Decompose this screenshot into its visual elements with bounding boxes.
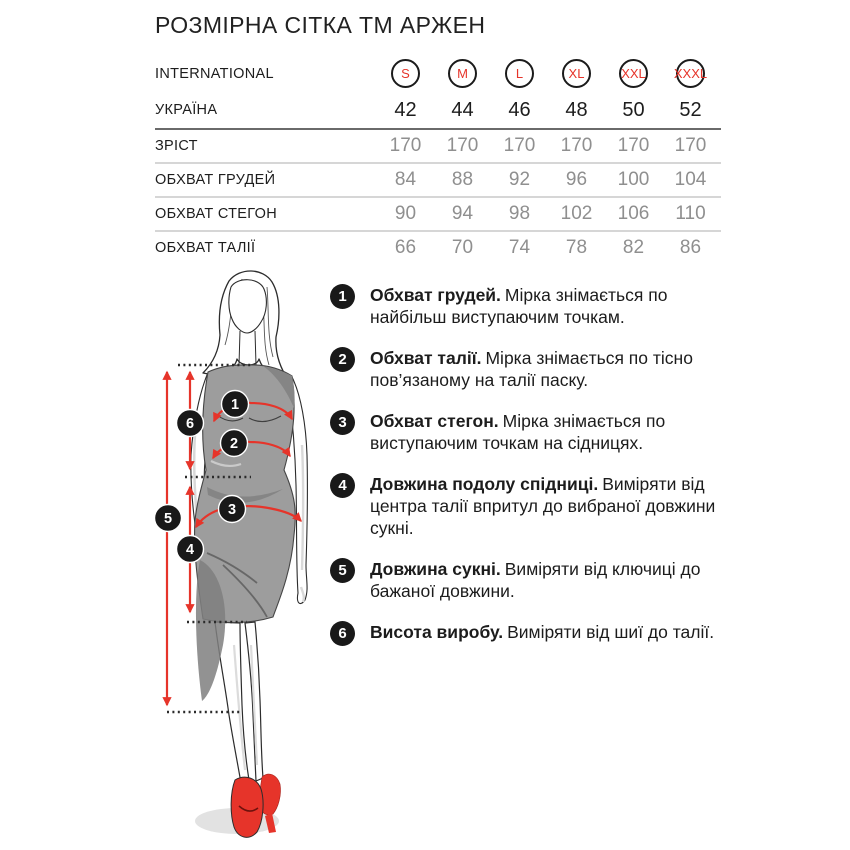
measurement-figure-illustration: [145, 265, 335, 850]
figure-marker-5: [155, 505, 182, 532]
note-term: Обхват стегон.: [370, 411, 499, 431]
note-description: Виміряти від шиї до талії.: [507, 622, 715, 642]
ukraine-size: 46: [508, 98, 531, 121]
ukraine-size: 44: [451, 98, 474, 121]
figure-marker-1: [222, 391, 249, 418]
note-term: Довжина подолу спідниці.: [370, 474, 599, 494]
size-circle-m: M: [448, 59, 477, 88]
note-description: Мірка знімається по виступаючим точкам на сідницях.: [370, 411, 666, 453]
svg-text:5: 5: [163, 511, 173, 527]
table-row-ukraine: [155, 92, 721, 128]
note-term: Обхват талії.: [370, 348, 482, 368]
svg-text:1: 1: [230, 397, 240, 413]
size-circle-l: L: [505, 59, 534, 88]
note-term: Обхват грудей.: [370, 285, 501, 305]
note-item-2: [330, 347, 732, 391]
note-description: Виміряти від центра талії впритул до вибраної довжини сукні.: [370, 474, 716, 538]
note-item-4: [330, 473, 732, 539]
note-item-1: [330, 284, 732, 328]
note-number-badge: 6: [330, 621, 355, 646]
size-circle-s: S: [391, 59, 420, 88]
note-number-badge: 1: [330, 284, 355, 309]
ukraine-size: 48: [565, 98, 588, 121]
note-description: Виміряти від ключиці до бажаної довжини.: [370, 559, 701, 601]
svg-text:6: 6: [185, 416, 195, 432]
note-term: Висота виробу.: [370, 622, 504, 642]
note-description: Мірка знімається по тісно пов’язаному на талії паску.: [370, 348, 693, 390]
note-item-5: [330, 558, 732, 602]
svg-text:2: 2: [229, 436, 239, 452]
table-row-hips: ОБХВАТ СТЕГОН 90 94 98 102 106 110: [155, 196, 721, 230]
note-description: Мірка знімається по найбільш виступаючим точкам.: [370, 285, 668, 327]
size-circle-xxxl: XXXL: [676, 59, 705, 88]
figure-marker-2: [221, 430, 248, 457]
note-number-badge: 2: [330, 347, 355, 372]
figure-marker-4: [177, 536, 204, 563]
table-row-waist: ОБХВАТ ТАЛІЇ 66 70 74 78 82 86: [155, 230, 721, 264]
shoe-front: [231, 777, 263, 837]
ukraine-label: УКРАЇНА: [155, 102, 218, 118]
measurement-notes: [330, 284, 732, 665]
ukraine-size: 50: [622, 98, 645, 121]
svg-text:3: 3: [227, 502, 237, 518]
note-number-badge: 4: [330, 473, 355, 498]
note-term: Довжина сукні.: [370, 559, 501, 579]
figure-marker-3: [219, 496, 246, 523]
ukraine-size: 42: [394, 98, 417, 121]
table-row-height: ЗРІСТ 170 170 170 170 170 170: [155, 128, 721, 162]
international-label: INTERNATIONAL: [155, 65, 274, 82]
table-row-international: [155, 55, 721, 92]
note-item-3: [330, 410, 732, 454]
note-number-badge: 3: [330, 410, 355, 435]
note-item-6: [330, 621, 732, 646]
table-row-chest: ОБХВАТ ГРУДЕЙ 84 88 92 96 100 104: [155, 162, 721, 196]
size-circle-xxl: XXL: [619, 59, 648, 88]
note-number-badge: 5: [330, 558, 355, 583]
svg-text:4: 4: [185, 542, 195, 558]
page-title: РОЗМІРНА СІТКА ТМ АРЖЕН: [155, 12, 486, 38]
figure-marker-6: [177, 410, 204, 437]
ukraine-size: 52: [679, 98, 702, 121]
size-circle-xl: XL: [562, 59, 591, 88]
size-table: [155, 55, 721, 264]
